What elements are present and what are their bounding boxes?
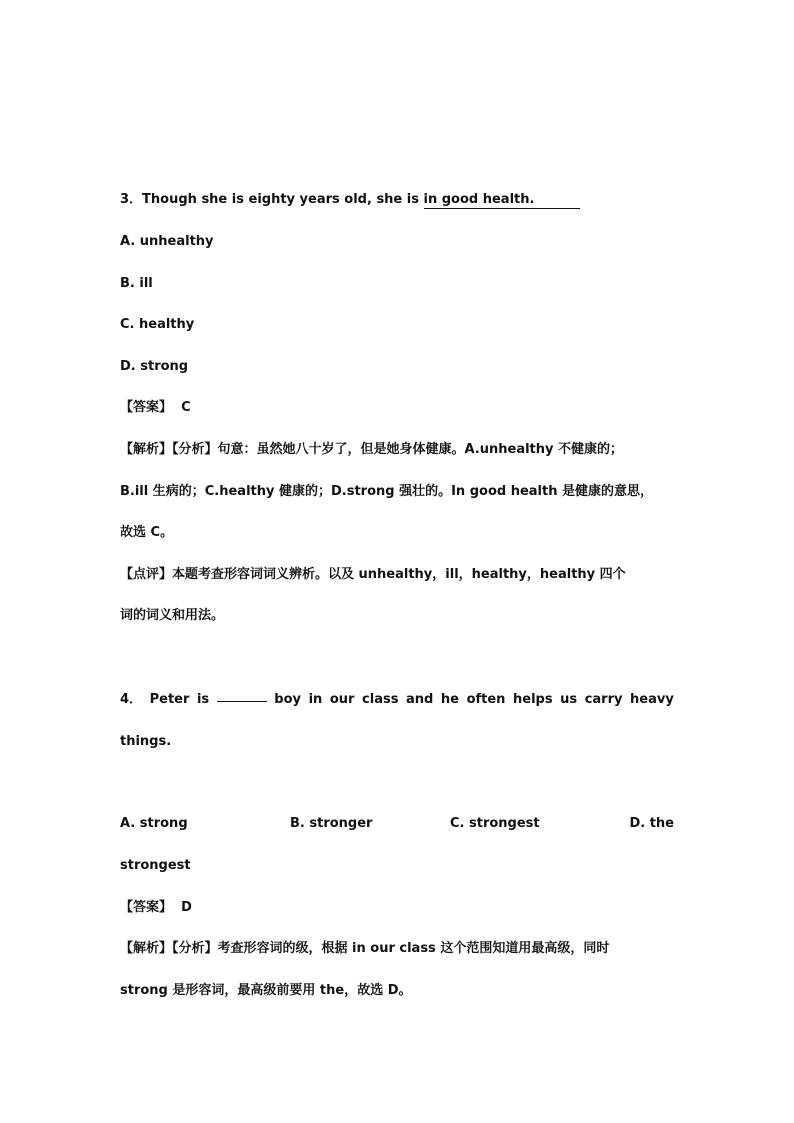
q3-option-c: C. healthy: [120, 317, 195, 332]
q4-answer-value: D: [181, 900, 192, 915]
q4-analysis-line-1: 【解析】【分析】考查形容词的级，根据 in our class 这个范围知道用最高级，同时: [120, 941, 610, 956]
q3-answer-label: 【答案】: [120, 400, 173, 415]
q3-analysis-line-2: B.ill 生病的；C.healthy 健康的；D.strong 强壮的。In good health 是健康的意思，: [120, 484, 654, 499]
q4-stem-word: class: [362, 692, 399, 707]
q3-comment-line-2: 词的词义和用法。: [120, 608, 225, 623]
q3-number: 3．: [120, 192, 143, 207]
q4-option-d-continued: strongest: [120, 858, 191, 873]
q4-stem-word: and: [406, 692, 434, 707]
q3-stem: [120, 191, 580, 209]
q4-stem-word: often: [466, 692, 506, 707]
q4-stem-word: is: [196, 692, 210, 707]
q3-analysis-line-3: 故选 C。: [120, 525, 174, 540]
q4-stem-word: in: [308, 692, 323, 707]
q3-option-d: D. strong: [120, 359, 189, 374]
q4-option-d: D. the: [629, 816, 674, 831]
q3-underlined-phrase: in good health.: [424, 192, 580, 209]
q3-stem-text: Though she is eighty years old, she is: [142, 192, 424, 207]
q4-answer-label: 【答案】: [120, 900, 173, 915]
q4-option-a: A. strong: [120, 816, 188, 831]
q3-option-a: A. unhealthy: [120, 234, 214, 249]
q4-option-c: C. strongest: [450, 816, 540, 831]
q4-stem-word: Peter: [149, 692, 190, 707]
q4-answer: [120, 899, 192, 917]
q4-stem-word: helps: [513, 692, 553, 707]
q4-number: 4．: [120, 692, 143, 707]
q3-answer-value: C: [181, 400, 191, 415]
q4-stem-line-2: things.: [120, 734, 172, 749]
q4-analysis-line-2: strong 是形容词，最高级前要用 the，故选 D。: [120, 983, 412, 998]
q4-stem-word: carry: [584, 692, 623, 707]
q4-stem-word: he: [440, 692, 459, 707]
q4-option-b: B. stronger: [290, 816, 373, 831]
q3-option-b: B. ill: [120, 276, 153, 291]
q4-stem-line-1: [120, 691, 674, 709]
q4-stem-word: heavy: [630, 692, 674, 707]
q3-comment-line-1: 【点评】本题考查形容词词义辨析。以及 unhealthy，ill，healthy，healthy 四个: [120, 567, 626, 582]
q4-stem-word: boy: [274, 692, 302, 707]
q4-stem-word: our: [329, 692, 355, 707]
q4-stem-word: us: [560, 692, 578, 707]
q3-answer: [120, 399, 191, 417]
q3-analysis-line-1: 【解析】【分析】句意：虽然她八十岁了，但是她身体健康。A.unhealthy 不健康的；: [120, 442, 624, 457]
q4-answer-blank: [217, 691, 267, 702]
